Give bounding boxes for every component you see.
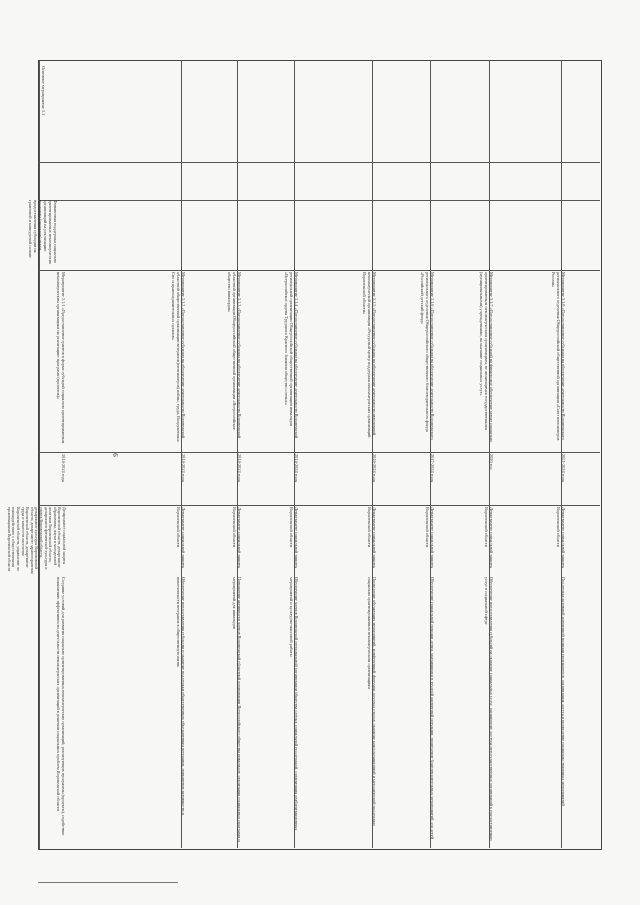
period-text: 2016-2024 годы — [372, 454, 377, 483]
executor-text: Департамент социальной защиты Воронежской области, департамент образования, науки и молодежной политики Воронежской области, департамент физической культуры и спорта Воронежской области, департамент культуры Воронежской области, департамент здравоохранения Воронежской области, департамент труда и занятости населения Воронежской области, управление по взаимодействию с общественными организациями Воронежской области — [6, 507, 67, 574]
table-divider — [38, 452, 600, 453]
table-divider — [38, 270, 600, 271]
executor-text: Департамент социальной защиты Воронежской области — [175, 507, 186, 569]
period-text: 2014-2024 годы — [181, 454, 186, 483]
result-text: Обеспечение социальной помощи детям, оказавшимся в трудной жизненной ситуации, проведение благотворительных мероприятий для детей — [430, 577, 435, 840]
executor-text: Департамент социальной защиты Воронежской области — [555, 507, 566, 569]
program-measures-table — [38, 60, 602, 850]
measure-text: Мероприятие 3.1.3 «Предоставление субсидии на обеспечение деятельности Воронежской областной организации Общероссийской общественной организации «Всероссийское общество инвалидов» — [226, 272, 242, 439]
executor-text: Департамент социальной защиты Воронежской области — [424, 507, 435, 569]
page-number: 6 — [110, 453, 119, 457]
table-divider — [38, 505, 600, 506]
result-text: Создание условий для развития социально ориентированных некоммерческих организаций, реализующих программы (проекты), содействие повышению эффективности деятельности некоммерческих организаций в решении социальных проблем Воронежской области — [55, 577, 66, 836]
measure-text: Мероприятие 3.1.7 «Предоставление субсидий на финансовое обеспечение затрат социально ориентированным некоммерческим организациям, не являющимся государственными (муниципальными) учреждениями, на оказание социальных услуг» — [478, 272, 494, 443]
measure-text: Мероприятие 3.1.4 «Предоставление субсидии на обеспечение деятельности Воронежской региональной организации Общероссийской общественной организации инвалидов «Всероссийское ордена Трудового Красного Знамени общество слепых» — [283, 272, 299, 439]
result-text: Обеспечение предоставления субсидий на оказание социальных услуг, расширение доступа негосударственных организаций к предоставлению услуг в социальной сфере — [483, 577, 494, 841]
measure-text: Мероприятие 3.1.5 «Предоставление субсидии на обеспечение деятельности автономной некоммерческой организации «Ресурсный центр поддержки некоммерческих организаций Воронежской области» — [361, 272, 377, 438]
result-text: Поддержка активной жизненной позиции пенсионеров, организация досуга и проведение социально значимых мероприятий — [561, 577, 566, 806]
period-text: 2014-2024 годы — [237, 454, 242, 483]
measure-text: Мероприятие 3.1.1 «Предоставление грантов в форме субсидий социально ориентированным некоммерческим организациям на реализацию программ (проектов)» — [55, 272, 66, 444]
table-border-left — [39, 61, 40, 849]
result-text: Повышение активности членов Воронежской областной организации Всероссийского общества инвалидов, реализация социальных программ и мероприятий для инвалидов — [231, 577, 242, 842]
period-text: 2014-2024 годы — [294, 454, 299, 483]
period-text: 2014-2024 годы — [61, 454, 66, 483]
period-text: 2017-2024 годы — [430, 454, 435, 483]
executor-text: Департамент социальной защиты Воронежской области — [288, 507, 299, 569]
result-text: Обеспечение членов Воронежской региональной организации общества слепых социальной поддержкой, организация реабилитационных мероприятий и культурно-массовой работы — [288, 577, 299, 831]
executor-text: Департамент социальной защиты Воронежской области — [366, 507, 377, 569]
measure-text: Мероприятие 3.1.8 «Предоставление субсидии на обеспечение деятельности Воронежского регионального отделения Общероссийской общественной организации «Союз пенсионеров России» — [550, 272, 566, 441]
executor-text: Департамент социальной защиты Воронежской области — [231, 507, 242, 569]
main-event-label: Основное мероприятие 3.1 — [41, 66, 46, 116]
footer-rule — [38, 882, 178, 883]
period-text: 2020 год — [489, 454, 494, 470]
table-divider — [38, 162, 600, 163]
measure-text: Мероприятие 3.1.6 «Предоставление субсидии на обеспечение деятельности Воронежского регионального отделения Общероссийского общественного благотворительного фонда «Российский детский фонд» — [419, 272, 435, 440]
result-text: Обеспечение предоставления субсидии и оказание поддержки общественным объединениям ветеранов, повышение активности и вовлеченности ветеранов в общественную жизнь — [175, 577, 186, 815]
measure-text: Мероприятие 3.1.2 «Предоставление субсидии на обеспечение деятельности Воронежской областной общественной организации ветеранов (пенсионеров) войны, труда, Вооруженных Сил и правоохранительных органов» — [170, 272, 186, 442]
table-divider — [38, 200, 600, 201]
main-event-description: Финансовая поддержка социально ориентированных некоммерческих организаций на реализацию программ (проектов) путем предоставления субсидии на грантовой и конкурсной основе — [27, 200, 58, 265]
executor-text: Департамент социальной защиты Воронежской области — [483, 507, 494, 569]
result-text: Проведение обучающих мероприятий, конференций, форумов, круглых столов, оказание консультационной и методической поддержки социально ориентированным некоммерческим организациям — [366, 577, 377, 826]
period-text: 2021-2024 годы — [561, 454, 566, 483]
